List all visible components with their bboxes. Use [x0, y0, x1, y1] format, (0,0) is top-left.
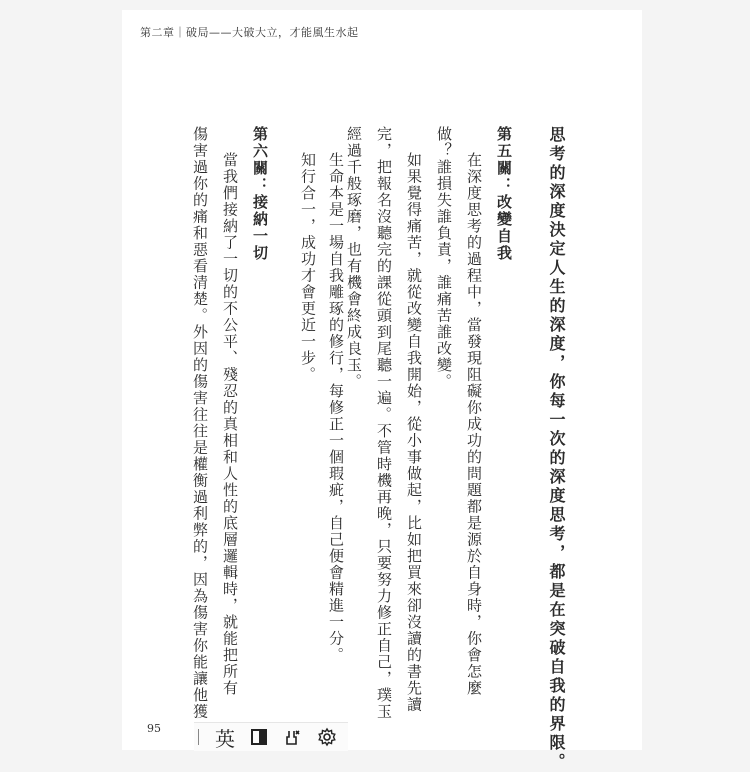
settings-icon[interactable]	[315, 725, 339, 749]
language-toggle-button[interactable]: 英	[215, 726, 235, 751]
text-column: 知行合一，成功才會更近一步。	[299, 152, 317, 383]
text-column: 傷害過你的痛和惡看清楚。外因的傷害往往是權衡過利弊的，因為傷害你能讓他獲	[191, 126, 209, 720]
ime-toolbar	[194, 722, 348, 751]
toolbar-separator	[198, 729, 199, 745]
text-column: 做？誰損失誰負責，誰痛苦誰改變。	[435, 126, 453, 390]
tool-icon[interactable]	[281, 725, 305, 749]
contrast-icon[interactable]	[247, 725, 271, 749]
text-column: 經過千般琢磨，也有機會終成良玉。	[345, 126, 363, 390]
text-column: 生命本是一場自我雕琢的修行，每修正一個瑕疵，自己便會精進一分。	[327, 152, 345, 664]
text-column-quote: 思考的深度決定人生的深度，你每一次的深度思考，都是在突破自我的界限。	[547, 126, 566, 772]
section-heading-6: 第六關：接納一切	[251, 126, 269, 262]
section-heading-5: 第五關：改變自我	[495, 126, 513, 262]
text-column: 如果覺得痛苦，就從改變自我開始，從小事做起，比如把買來卻沒讀的書先讀	[405, 152, 423, 713]
text-column: 當我們接納了一切的不公平、殘忍的真相和人性的底層邏輯時，就能把所有	[221, 152, 239, 697]
text-column: 在深度思考的過程中，當發現阻礙你成功的問題都是源於自身時，你會怎麼	[465, 152, 483, 697]
page-number: 95	[147, 722, 161, 735]
running-head: 第二章｜破局——大破大立，才能風生水起	[140, 26, 359, 39]
text-column: 完，把報名沒聽完的課從頭到尾聽一遍。不管時機再晚，只要努力修正自己，璞玉	[375, 126, 393, 720]
